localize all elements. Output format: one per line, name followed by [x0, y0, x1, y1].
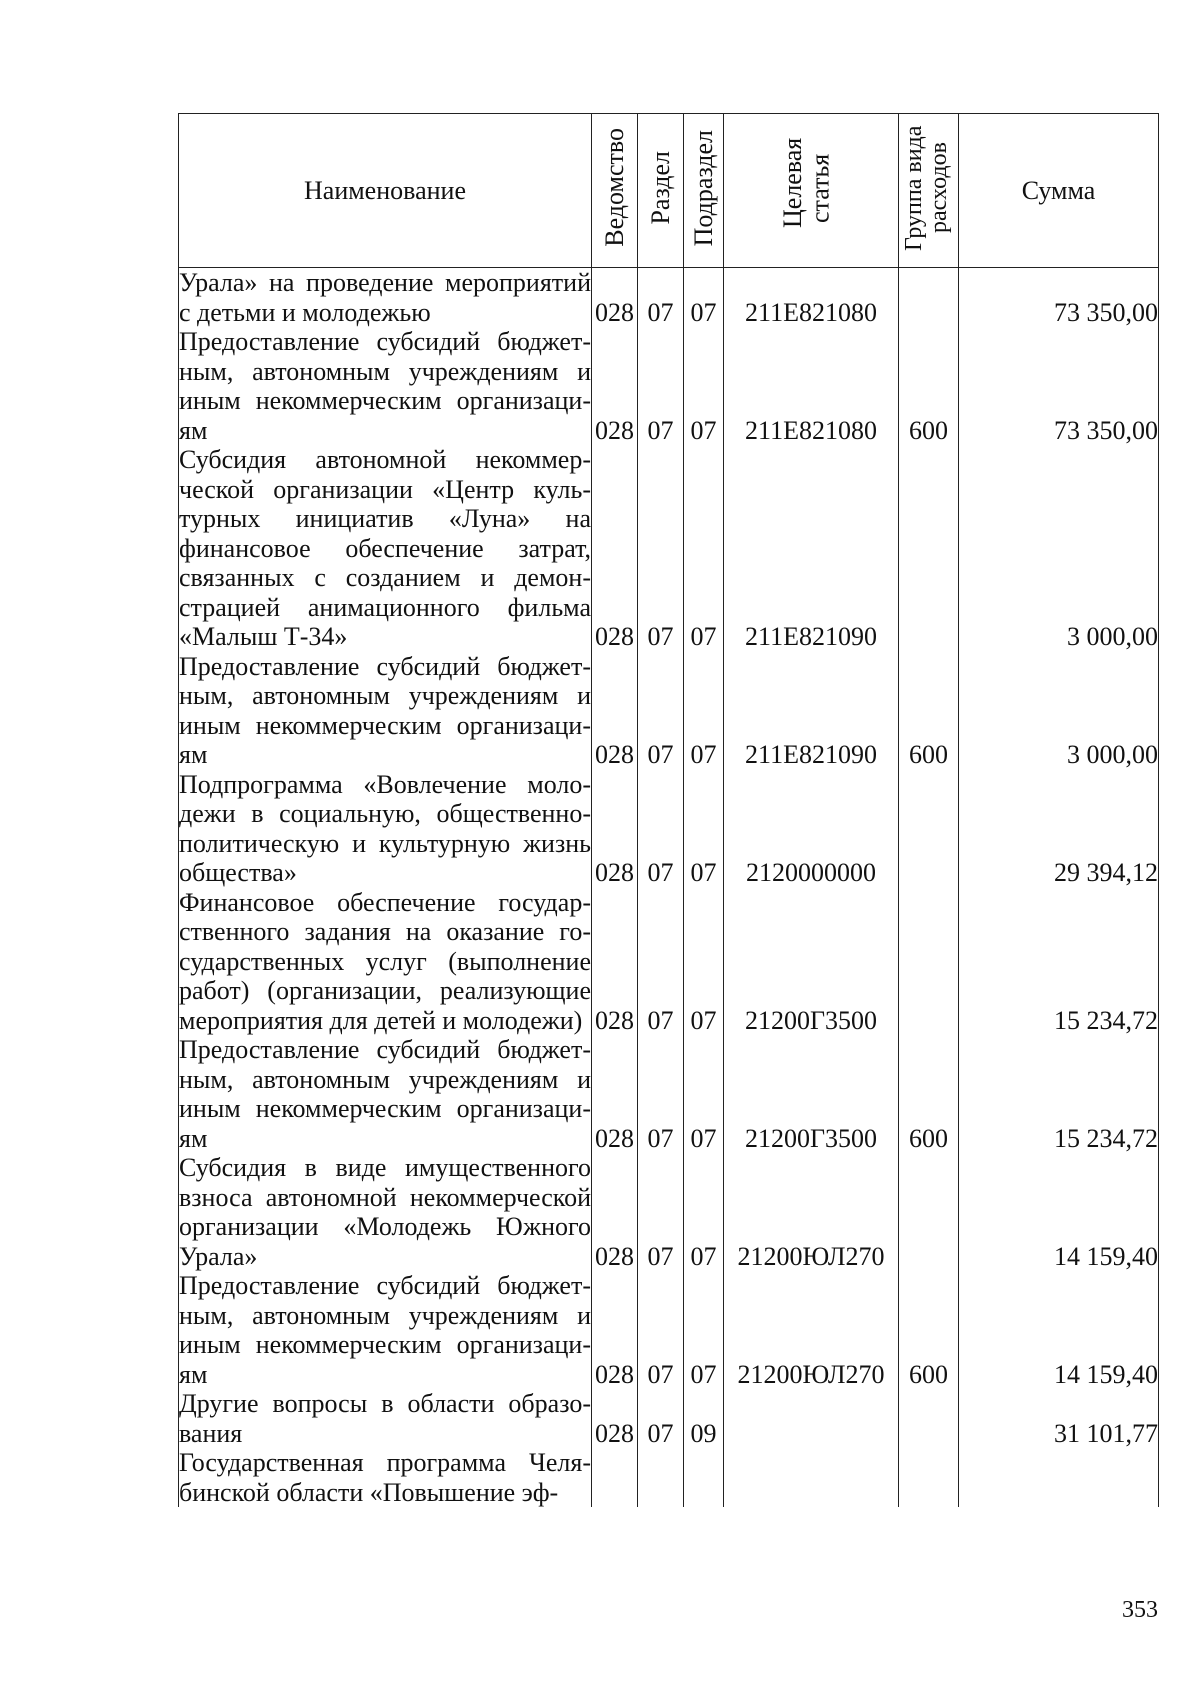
row-gruppa-cell	[899, 770, 959, 888]
row-summa-cell: 73 350,00	[959, 268, 1159, 328]
row-razdel-cell: 07	[638, 1153, 684, 1271]
row-tselevaya-cell: 21200ЮЛ270	[724, 1153, 899, 1271]
row-gruppa-cell: 600	[899, 652, 959, 770]
row-vedomstvo-cell: 028	[592, 268, 638, 328]
row-summa-cell: 15 234,72	[959, 888, 1159, 1036]
table-row	[179, 1448, 1159, 1507]
table-row	[179, 888, 1159, 1036]
row-vedomstvo-cell: 028	[592, 1271, 638, 1389]
row-gruppa-cell	[899, 1448, 959, 1507]
row-summa-cell: 3 000,00	[959, 652, 1159, 770]
row-razdel-cell: 07	[638, 1035, 684, 1153]
row-summa-cell: 14 159,40	[959, 1153, 1159, 1271]
row-vedomstvo-cell	[592, 1448, 638, 1507]
table-row	[179, 1035, 1159, 1153]
table-header	[179, 114, 1159, 268]
row-tselevaya-cell	[724, 1389, 899, 1448]
header-razdel: Раздел	[638, 114, 684, 268]
row-summa-cell: 73 350,00	[959, 327, 1159, 445]
header-vedomstvo: Ведомство	[592, 114, 638, 268]
row-razdel-cell: 07	[638, 1271, 684, 1389]
row-vedomstvo-cell: 028	[592, 770, 638, 888]
table-row	[179, 268, 1159, 328]
row-name-cell: Субсидия в виде имущественного взноса автономной некоммерческой организации «Молодежь Южного Урала»	[179, 1153, 591, 1271]
row-vedomstvo-cell: 028	[592, 445, 638, 652]
row-podrazdel-cell: 07	[684, 888, 724, 1036]
row-name-cell: Предоставление субсидий бюджетным, автономным учреждениям и иным некоммерческим организациям	[179, 327, 591, 445]
row-summa-cell: 31 101,77	[959, 1389, 1159, 1448]
table-row	[179, 770, 1159, 888]
table-row	[179, 445, 1159, 652]
row-razdel-cell: 07	[638, 445, 684, 652]
row-name-cell: Государственная программа Челябинской области «Повышение эф-	[179, 1448, 591, 1507]
row-podrazdel-cell	[684, 1448, 724, 1507]
row-gruppa-cell: 600	[899, 1035, 959, 1153]
row-razdel-cell: 07	[638, 652, 684, 770]
row-tselevaya-cell: 211E821090	[724, 652, 899, 770]
row-razdel-cell: 07	[638, 888, 684, 1036]
header-gruppa: Группа вида расходов	[899, 114, 959, 268]
row-gruppa-cell: 600	[899, 327, 959, 445]
row-vedomstvo-cell: 028	[592, 1153, 638, 1271]
header-tselevaya: Целевая статья	[724, 114, 899, 268]
row-vedomstvo-cell: 028	[592, 327, 638, 445]
row-summa-cell: 3 000,00	[959, 445, 1159, 652]
row-tselevaya-cell: 2120000000	[724, 770, 899, 888]
row-tselevaya-cell: 21200ЮЛ270	[724, 1271, 899, 1389]
row-gruppa-cell	[899, 1389, 959, 1448]
row-gruppa-cell	[899, 1153, 959, 1271]
row-podrazdel-cell: 07	[684, 268, 724, 328]
row-podrazdel-cell: 07	[684, 1153, 724, 1271]
row-razdel-cell: 07	[638, 327, 684, 445]
budget-table	[178, 113, 1159, 1507]
page-number: 353	[1122, 1597, 1158, 1623]
table-row	[179, 652, 1159, 770]
table-body	[179, 268, 1159, 1508]
row-summa-cell: 29 394,12	[959, 770, 1159, 888]
row-razdel-cell: 07	[638, 268, 684, 328]
row-gruppa-cell	[899, 268, 959, 328]
row-gruppa-cell: 600	[899, 1271, 959, 1389]
row-gruppa-cell	[899, 888, 959, 1036]
table-row	[179, 327, 1159, 445]
row-podrazdel-cell: 07	[684, 327, 724, 445]
row-razdel-cell: 07	[638, 770, 684, 888]
row-tselevaya-cell: 211E821080	[724, 327, 899, 445]
header-summa: Сумма	[959, 114, 1159, 268]
row-vedomstvo-cell: 028	[592, 1389, 638, 1448]
header-name: Наименование	[179, 114, 592, 268]
row-podrazdel-cell: 07	[684, 445, 724, 652]
row-podrazdel-cell: 07	[684, 1035, 724, 1153]
row-vedomstvo-cell: 028	[592, 652, 638, 770]
row-razdel-cell: 07	[638, 1389, 684, 1448]
row-podrazdel-cell: 09	[684, 1389, 724, 1448]
table-row	[179, 1271, 1159, 1389]
row-name-cell: Подпрограмма «Вовлечение молодежи в социальную, общественно-политическую и культурную жизнь общества»	[179, 769, 591, 887]
row-name-cell: Урала» на проведение мероприятий с детьми и молодежью	[179, 268, 591, 327]
row-tselevaya-cell	[724, 1448, 899, 1507]
row-tselevaya-cell: 211E821090	[724, 445, 899, 652]
row-razdel-cell	[638, 1448, 684, 1507]
row-podrazdel-cell: 07	[684, 1271, 724, 1389]
header-podrazdel: Подраздел	[684, 114, 724, 268]
row-summa-cell: 15 234,72	[959, 1035, 1159, 1153]
table-row	[179, 1153, 1159, 1271]
row-gruppa-cell	[899, 445, 959, 652]
row-summa-cell	[959, 1448, 1159, 1507]
table-row	[179, 1389, 1159, 1448]
row-name-cell: Другие вопросы в области образования	[179, 1389, 591, 1448]
row-tselevaya-cell: 21200Г3500	[724, 1035, 899, 1153]
row-name-cell: Субсидия автономной некоммерческой организации «Центр культурных инициатив «Луна» на финансовое обеспечение затрат, связанных с созданием и демонстрацией анимационного фильма «Малыш Т-34»	[179, 445, 591, 651]
row-name-cell: Финансовое обеспечение государственного задания на оказание государственных услуг (выполнение работ) (организации, реализующие мероприятия для детей и молодежи)	[179, 887, 591, 1035]
row-podrazdel-cell: 07	[684, 770, 724, 888]
row-name-cell: Предоставление субсидий бюджетным, автономным учреждениям и иным некоммерческим организациям	[179, 1271, 591, 1389]
row-podrazdel-cell: 07	[684, 652, 724, 770]
row-tselevaya-cell: 21200Г3500	[724, 888, 899, 1036]
row-tselevaya-cell: 211E821080	[724, 268, 899, 328]
row-name-cell: Предоставление субсидий бюджетным, автономным учреждениям и иным некоммерческим организациям	[179, 651, 591, 769]
row-name-cell: Предоставление субсидий бюджетным, автономным учреждениям и иным некоммерческим организациям	[179, 1035, 591, 1153]
row-vedomstvo-cell: 028	[592, 888, 638, 1036]
row-vedomstvo-cell: 028	[592, 1035, 638, 1153]
row-summa-cell: 14 159,40	[959, 1271, 1159, 1389]
